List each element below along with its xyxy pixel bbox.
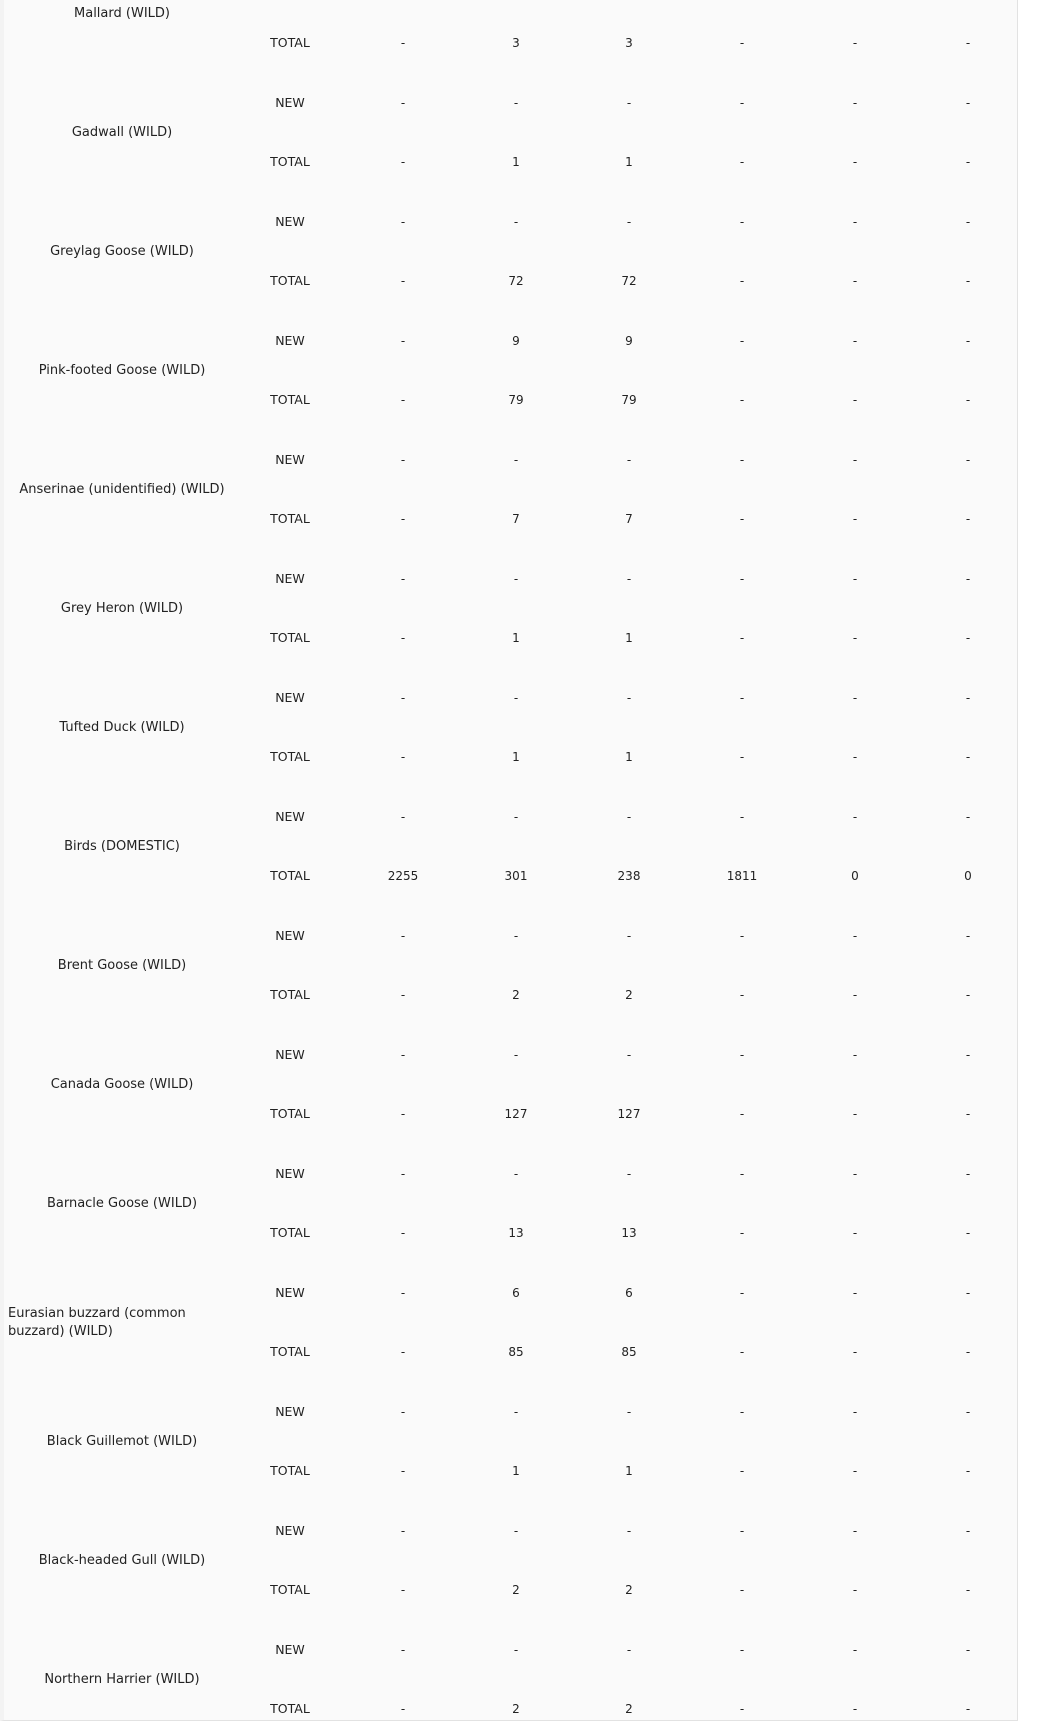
- row-label-total: TOTAL: [270, 1582, 310, 1597]
- new-value-cell: -: [852, 1523, 858, 1538]
- new-value-cell: -: [965, 571, 971, 586]
- row-label-new: NEW: [275, 1403, 305, 1419]
- new-value-cell: -: [626, 809, 632, 824]
- new-value-cell: -: [739, 452, 745, 467]
- row-label-new: NEW: [275, 808, 305, 824]
- new-value-cell: -: [513, 1404, 519, 1419]
- new-value-cell: -: [513, 452, 519, 467]
- total-value-cell: 1: [625, 631, 633, 645]
- new-value-cell: -: [626, 1523, 632, 1538]
- total-value-cell: -: [739, 1345, 745, 1359]
- new-value-cell: -: [852, 95, 858, 110]
- total-value-cell: 127: [617, 1107, 641, 1121]
- new-value-cell: 6: [512, 1285, 520, 1300]
- new-value-cell: -: [400, 690, 406, 705]
- new-value-cell: -: [965, 95, 971, 110]
- new-value-cell: -: [739, 95, 745, 110]
- total-value-cell: -: [852, 988, 858, 1002]
- total-value-cell: -: [965, 750, 971, 764]
- new-value-cell: -: [852, 809, 858, 824]
- species-name: Northern Harrier (WILD): [44, 1671, 200, 1687]
- total-value-cell: 79: [508, 393, 524, 407]
- new-value-cell: -: [965, 452, 971, 467]
- new-value-cell: -: [400, 928, 406, 943]
- total-value-cell: -: [739, 155, 745, 169]
- new-value-cell: -: [400, 1404, 406, 1419]
- total-value-cell: -: [400, 393, 406, 407]
- new-value-cell: -: [852, 1642, 858, 1657]
- total-value-cell: -: [852, 512, 858, 526]
- total-value-cell: -: [965, 1226, 971, 1240]
- total-value-cell: -: [739, 1464, 745, 1478]
- species-name: Tufted Duck (WILD): [59, 719, 185, 735]
- row-label-new: NEW: [275, 570, 305, 586]
- row-label-new: NEW: [275, 1046, 305, 1062]
- new-value-cell: -: [852, 928, 858, 943]
- total-value-cell: 301: [504, 869, 528, 883]
- total-value-cell: -: [739, 274, 745, 288]
- new-value-cell: -: [965, 1285, 971, 1300]
- new-value-cell: -: [965, 690, 971, 705]
- total-value-cell: -: [965, 1107, 971, 1121]
- new-value-cell: -: [852, 690, 858, 705]
- total-value-cell: -: [739, 393, 745, 407]
- new-value-cell: -: [739, 1404, 745, 1419]
- total-value-cell: 2: [625, 988, 633, 1002]
- new-value-cell: -: [400, 95, 406, 110]
- new-value-cell: 6: [625, 1285, 633, 1300]
- total-value-cell: -: [400, 1226, 406, 1240]
- new-value-cell: -: [965, 1166, 971, 1181]
- new-value-cell: -: [626, 1047, 632, 1062]
- new-value-cell: -: [965, 1642, 971, 1657]
- total-value-cell: -: [965, 988, 971, 1002]
- total-value-cell: 1: [512, 1464, 520, 1478]
- total-value-cell: 1: [625, 1464, 633, 1478]
- new-value-cell: -: [400, 1166, 406, 1181]
- total-value-cell: -: [739, 1107, 745, 1121]
- new-value-cell: -: [513, 1523, 519, 1538]
- total-value-cell: 2: [512, 988, 520, 1002]
- species-name: Eurasian buzzard (common buzzard) (WILD): [8, 1305, 186, 1339]
- new-value-cell: -: [513, 809, 519, 824]
- new-value-cell: -: [400, 1523, 406, 1538]
- row-label-total: TOTAL: [270, 1344, 310, 1359]
- total-value-cell: -: [400, 750, 406, 764]
- total-value-cell: 238: [617, 869, 641, 883]
- new-value-cell: -: [400, 571, 406, 586]
- new-value-cell: -: [852, 333, 858, 348]
- total-value-cell: 1: [625, 155, 633, 169]
- row-label-new: NEW: [275, 1641, 305, 1657]
- row-label-new: NEW: [275, 213, 305, 229]
- total-value-cell: -: [400, 274, 406, 288]
- total-value-cell: -: [965, 1345, 971, 1359]
- new-value-cell: -: [739, 1523, 745, 1538]
- new-value-cell: -: [852, 1285, 858, 1300]
- total-value-cell: -: [739, 36, 745, 50]
- row-label-total: TOTAL: [270, 392, 310, 407]
- total-value-cell: 3: [512, 36, 520, 50]
- row-label-total: TOTAL: [270, 35, 310, 50]
- species-name: Barnacle Goose (WILD): [46, 1195, 198, 1211]
- new-value-cell: -: [400, 1047, 406, 1062]
- new-value-cell: -: [513, 214, 519, 229]
- total-value-cell: -: [400, 1464, 406, 1478]
- species-name: Pink-footed Goose (WILD): [38, 362, 206, 378]
- new-value-cell: -: [626, 1404, 632, 1419]
- total-value-cell: -: [739, 512, 745, 526]
- total-value-cell: -: [965, 393, 971, 407]
- total-value-cell: -: [965, 512, 971, 526]
- new-value-cell: -: [739, 571, 745, 586]
- total-value-cell: 1811: [726, 869, 758, 883]
- total-value-cell: -: [400, 1107, 406, 1121]
- new-value-cell: -: [400, 1285, 406, 1300]
- new-value-cell: -: [739, 1285, 745, 1300]
- new-value-cell: -: [739, 928, 745, 943]
- row-label-new: NEW: [275, 1165, 305, 1181]
- new-value-cell: -: [400, 1642, 406, 1657]
- row-label-new: NEW: [275, 451, 305, 467]
- total-value-cell: -: [852, 1226, 858, 1240]
- new-value-cell: -: [852, 571, 858, 586]
- new-value-cell: -: [739, 1047, 745, 1062]
- species-name: Birds (DOMESTIC): [64, 838, 180, 854]
- new-value-cell: 9: [512, 333, 520, 348]
- row-label-total: TOTAL: [270, 1701, 310, 1716]
- new-value-cell: -: [513, 1166, 519, 1181]
- total-value-cell: -: [965, 631, 971, 645]
- total-value-cell: -: [852, 274, 858, 288]
- total-value-cell: 79: [621, 393, 637, 407]
- species-name: Grey Heron (WILD): [60, 600, 184, 616]
- total-value-cell: -: [739, 631, 745, 645]
- species-name: Greylag Goose (WILD): [50, 243, 194, 259]
- new-value-cell: -: [965, 1523, 971, 1538]
- total-value-cell: -: [965, 274, 971, 288]
- row-label-new: NEW: [275, 927, 305, 943]
- row-label-new: NEW: [275, 332, 305, 348]
- total-value-cell: 13: [508, 1226, 524, 1240]
- new-value-cell: -: [739, 1642, 745, 1657]
- total-value-cell: 2255: [387, 869, 419, 883]
- total-value-cell: -: [400, 1345, 406, 1359]
- total-value-cell: 1: [512, 155, 520, 169]
- new-value-cell: -: [400, 214, 406, 229]
- row-label-new: NEW: [275, 1522, 305, 1538]
- row-label-total: TOTAL: [270, 1225, 310, 1240]
- new-value-cell: -: [739, 333, 745, 348]
- total-value-cell: 7: [512, 512, 520, 526]
- row-label-total: TOTAL: [270, 749, 310, 764]
- total-value-cell: -: [965, 1464, 971, 1478]
- total-value-cell: -: [400, 36, 406, 50]
- total-value-cell: 1: [625, 750, 633, 764]
- new-value-cell: -: [965, 1047, 971, 1062]
- total-value-cell: 72: [621, 274, 637, 288]
- total-value-cell: -: [739, 750, 745, 764]
- total-value-cell: -: [852, 36, 858, 50]
- total-value-cell: -: [400, 155, 406, 169]
- total-value-cell: -: [400, 1583, 406, 1597]
- row-label-total: TOTAL: [270, 987, 310, 1002]
- new-value-cell: -: [400, 452, 406, 467]
- new-value-cell: -: [852, 1166, 858, 1181]
- new-value-cell: -: [513, 1047, 519, 1062]
- new-value-cell: -: [626, 928, 632, 943]
- row-label-total: TOTAL: [270, 154, 310, 169]
- total-value-cell: 2: [625, 1583, 633, 1597]
- new-value-cell: -: [852, 1047, 858, 1062]
- new-value-cell: -: [400, 809, 406, 824]
- total-value-cell: 2: [512, 1702, 520, 1716]
- total-value-cell: -: [739, 988, 745, 1002]
- new-value-cell: -: [513, 928, 519, 943]
- total-value-cell: -: [852, 393, 858, 407]
- new-value-cell: -: [739, 809, 745, 824]
- total-value-cell: 2: [512, 1583, 520, 1597]
- species-name: Gadwall (WILD): [71, 124, 173, 140]
- new-value-cell: -: [739, 1166, 745, 1181]
- new-value-cell: -: [852, 1404, 858, 1419]
- row-label-total: TOTAL: [270, 630, 310, 645]
- total-value-cell: 0: [851, 869, 859, 883]
- new-value-cell: -: [626, 95, 632, 110]
- total-value-cell: 1: [512, 631, 520, 645]
- total-value-cell: 127: [504, 1107, 528, 1121]
- new-value-cell: -: [965, 928, 971, 943]
- total-value-cell: 1: [512, 750, 520, 764]
- total-value-cell: 85: [621, 1345, 637, 1359]
- species-name: Black-headed Gull (WILD): [38, 1552, 206, 1568]
- total-value-cell: -: [852, 1702, 858, 1716]
- species-name: Canada Goose (WILD): [50, 1076, 194, 1092]
- new-value-cell: -: [852, 452, 858, 467]
- new-value-cell: -: [513, 690, 519, 705]
- total-value-cell: 13: [621, 1226, 637, 1240]
- new-value-cell: -: [852, 214, 858, 229]
- total-value-cell: -: [852, 1345, 858, 1359]
- total-value-cell: -: [852, 631, 858, 645]
- total-value-cell: -: [965, 36, 971, 50]
- total-value-cell: -: [852, 750, 858, 764]
- species-name: Black Guillemot (WILD): [46, 1433, 198, 1449]
- total-value-cell: -: [739, 1583, 745, 1597]
- new-value-cell: -: [626, 690, 632, 705]
- total-value-cell: -: [852, 1464, 858, 1478]
- new-value-cell: -: [626, 452, 632, 467]
- species-name: Mallard (WILD): [74, 5, 170, 21]
- new-value-cell: -: [739, 214, 745, 229]
- total-value-cell: 3: [625, 36, 633, 50]
- new-value-cell: -: [965, 333, 971, 348]
- total-value-cell: -: [852, 1107, 858, 1121]
- total-value-cell: -: [739, 1226, 745, 1240]
- new-value-cell: -: [965, 214, 971, 229]
- total-value-cell: 0: [964, 869, 972, 883]
- total-value-cell: -: [852, 155, 858, 169]
- total-value-cell: -: [965, 1583, 971, 1597]
- row-label-total: TOTAL: [270, 273, 310, 288]
- new-value-cell: -: [400, 333, 406, 348]
- row-label-new: NEW: [275, 1284, 305, 1300]
- row-label-total: TOTAL: [270, 1106, 310, 1121]
- row-label-new: NEW: [275, 94, 305, 110]
- total-value-cell: -: [400, 512, 406, 526]
- new-value-cell: -: [739, 690, 745, 705]
- row-label-total: TOTAL: [270, 511, 310, 526]
- total-value-cell: -: [852, 1583, 858, 1597]
- total-value-cell: 72: [508, 274, 524, 288]
- row-label-new: NEW: [275, 689, 305, 705]
- total-value-cell: -: [400, 1702, 406, 1716]
- total-value-cell: 7: [625, 512, 633, 526]
- total-value-cell: 85: [508, 1345, 524, 1359]
- total-value-cell: -: [400, 631, 406, 645]
- new-value-cell: -: [626, 214, 632, 229]
- new-value-cell: 9: [625, 333, 633, 348]
- total-value-cell: -: [400, 988, 406, 1002]
- row-label-total: TOTAL: [270, 1463, 310, 1478]
- species-name: Anserinae (unidentified) (WILD): [19, 481, 225, 497]
- species-name: Brent Goose (WILD): [57, 957, 187, 973]
- new-value-cell: -: [626, 571, 632, 586]
- new-value-cell: -: [513, 1642, 519, 1657]
- new-value-cell: -: [513, 571, 519, 586]
- new-value-cell: -: [626, 1166, 632, 1181]
- total-value-cell: -: [965, 1702, 971, 1716]
- total-value-cell: -: [739, 1702, 745, 1716]
- new-value-cell: -: [965, 1404, 971, 1419]
- total-value-cell: 2: [625, 1702, 633, 1716]
- row-label-total: TOTAL: [270, 868, 310, 883]
- new-value-cell: -: [626, 1642, 632, 1657]
- new-value-cell: -: [513, 95, 519, 110]
- new-value-cell: -: [965, 809, 971, 824]
- total-value-cell: -: [965, 155, 971, 169]
